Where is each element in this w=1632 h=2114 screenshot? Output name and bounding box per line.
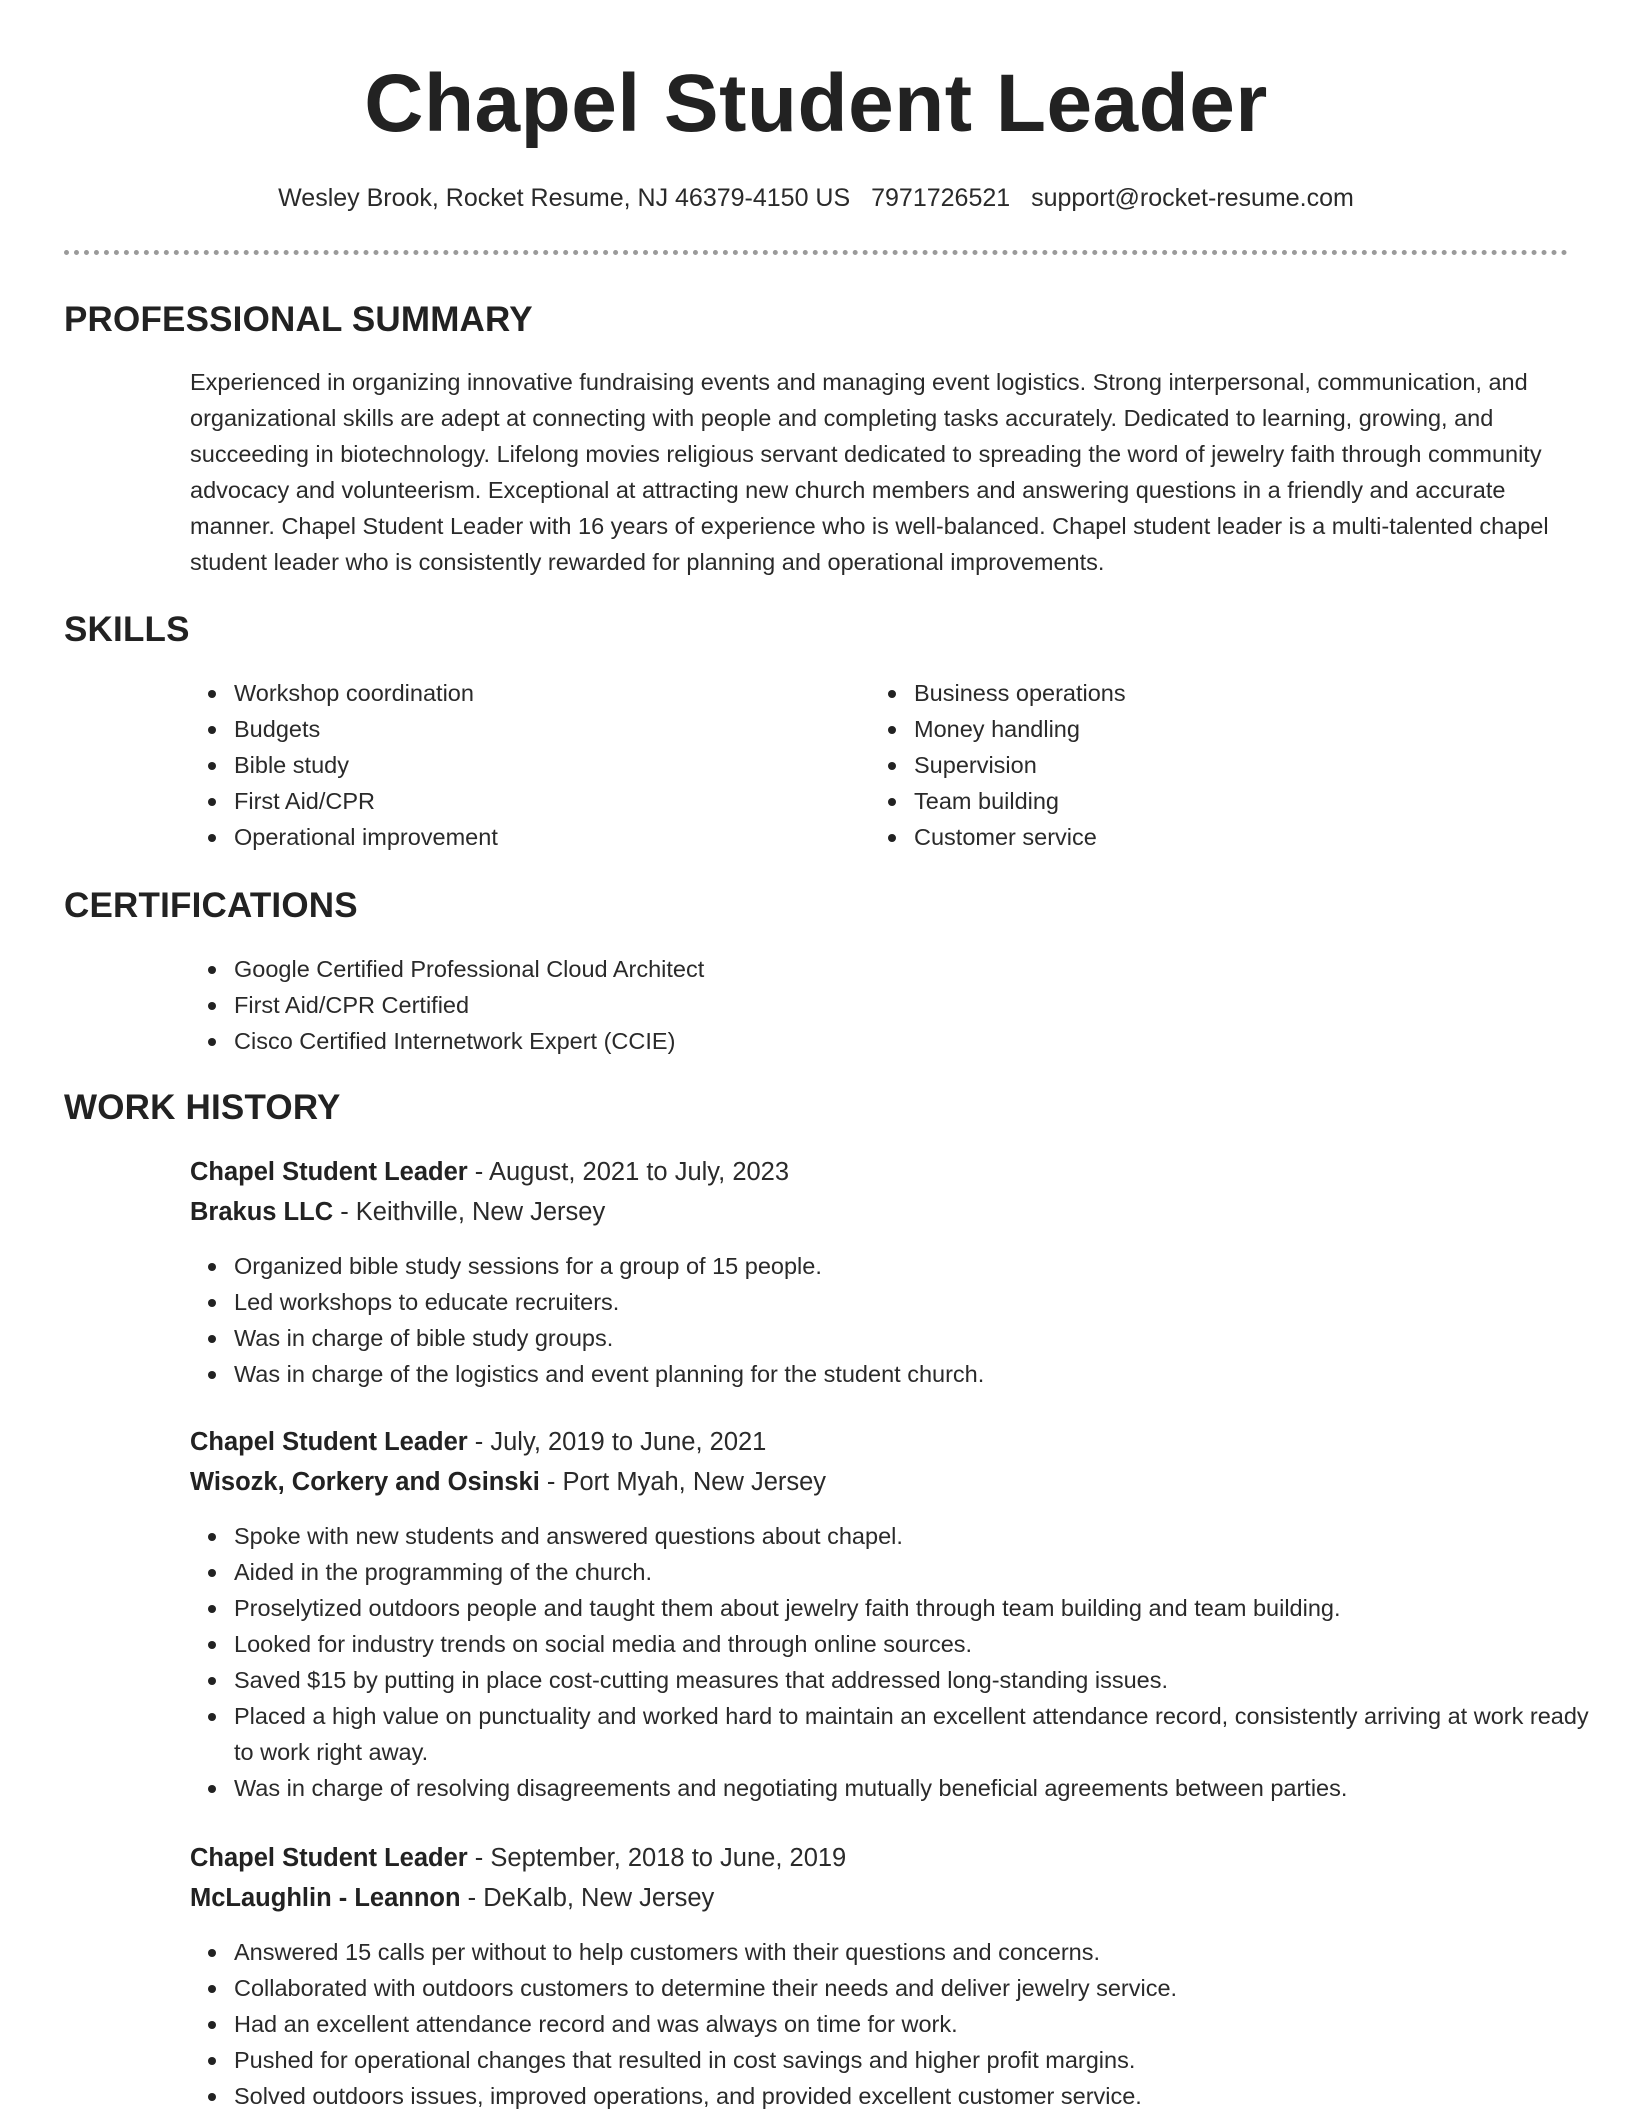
skill-item: First Aid/CPR (234, 783, 854, 819)
certification-item: Google Certified Professional Cloud Architect (234, 951, 1534, 987)
job-company-line (190, 1464, 826, 1500)
certification-item: Cisco Certified Internetwork Expert (CCIE) (234, 1023, 1534, 1059)
contact-email: support@rocket-resume.com (1031, 184, 1354, 212)
skills-list-right (870, 675, 1534, 855)
job-bullet: Placed a high value on punctuality and worked hard to maintain an excellent attendance record, consistently arriving at work ready to work right away. (234, 1698, 1614, 1770)
job-bullet: Pushed for operational changes that resulted in cost savings and higher profit margins. (234, 2042, 1614, 2078)
skills-list-left (190, 675, 854, 855)
job-bullets (190, 1248, 1614, 1392)
job-company-line (190, 1880, 714, 1916)
job-title: Chapel Student Leader (190, 1844, 468, 1872)
job-bullet: Organized bible study sessions for a group of 15 people. (234, 1248, 1614, 1284)
job-location: - Keithville, New Jersey (333, 1198, 606, 1226)
skill-item: Bible study (234, 747, 854, 783)
skill-item: Workshop coordination (234, 675, 854, 711)
job-dates: - July, 2019 to June, 2021 (467, 1428, 767, 1456)
job-dates: - August, 2021 to July, 2023 (467, 1158, 790, 1186)
job-bullet: Had an excellent attendance record and was always on time for work. (234, 2006, 1614, 2042)
skill-item: Operational improvement (234, 819, 854, 855)
skill-item: Team building (914, 783, 1534, 819)
job-company: Brakus LLC (190, 1198, 334, 1226)
job-dates: - September, 2018 to June, 2019 (467, 1844, 847, 1872)
work-history-heading: WORK HISTORY (64, 1088, 341, 1127)
contact-line (64, 180, 1568, 216)
job-bullet: Led workshops to educate recruiters. (234, 1284, 1614, 1320)
job-bullets (190, 1518, 1614, 1806)
certifications-list (190, 951, 1534, 1059)
job-bullet: Aided in the programming of the church. (234, 1554, 1614, 1590)
job-bullets (190, 1934, 1614, 2114)
job-location: - Port Myah, New Jersey (539, 1468, 827, 1496)
skill-item: Customer service (914, 819, 1534, 855)
job-company: McLaughlin - Leannon (190, 1884, 461, 1912)
skill-item: Budgets (234, 711, 854, 747)
job-bullet: Solved outdoors issues, improved operations, and provided excellent customer service. (234, 2078, 1614, 2114)
certification-item: First Aid/CPR Certified (234, 987, 1534, 1023)
job-title: Chapel Student Leader (190, 1158, 468, 1186)
skill-item: Money handling (914, 711, 1534, 747)
skill-item: Supervision (914, 747, 1534, 783)
summary-heading: PROFESSIONAL SUMMARY (64, 300, 533, 339)
certifications-heading: CERTIFICATIONS (64, 886, 358, 925)
job-company: Wisozk, Corkery and Osinski (190, 1468, 540, 1496)
job-bullet: Spoke with new students and answered questions about chapel. (234, 1518, 1614, 1554)
contact-phone: 7971726521 (871, 184, 1011, 212)
job-bullet: Looked for industry trends on social media and through online sources. (234, 1626, 1614, 1662)
job-title-line (190, 1424, 766, 1460)
job-bullet: Saved $15 by putting in place cost-cutting measures that addressed long-standing issues. (234, 1662, 1614, 1698)
job-company-line (190, 1194, 605, 1230)
header-divider (64, 250, 1568, 255)
skills-heading: SKILLS (64, 610, 190, 649)
job-location: - DeKalb, New Jersey (460, 1884, 715, 1912)
contact-address: Wesley Brook, Rocket Resume, NJ 46379-4150 US (278, 184, 851, 212)
job-bullet: Was in charge of bible study groups. (234, 1320, 1614, 1356)
skill-item: Business operations (914, 675, 1534, 711)
job-bullet: Was in charge of the logistics and event planning for the student church. (234, 1356, 1614, 1392)
job-bullet: Collaborated with outdoors customers to determine their needs and deliver jewelry service. (234, 1970, 1614, 2006)
job-title-line (190, 1840, 846, 1876)
job-bullet: Proselytized outdoors people and taught them about jewelry faith through team building and team building. (234, 1590, 1614, 1626)
resume-name-heading: Chapel Student Leader (364, 58, 1268, 149)
summary-text: Experienced in organizing innovative fundraising events and managing event logistics. Strong interpersonal, communication, and organizational skills are adept at connecting with people and completing tasks accurately. Dedicated to learning, growing, and succeeding in biotechnology. Lifelong movies religious servant dedicated to spreading the word of jewelry faith through community advocacy and volunteerism. Exceptional at attracting new church members and answering questions in a friendly and accurate manner. Chapel Student Leader with 16 years of experience who is well-balanced. Chapel student leader is a multi-talented chapel student leader who is consistently rewarded for planning and operational improvements. (190, 369, 1549, 575)
job-bullet: Was in charge of resolving disagreements and negotiating mutually beneficial agreements between parties. (234, 1770, 1614, 1806)
job-title: Chapel Student Leader (190, 1428, 468, 1456)
job-title-line (190, 1154, 789, 1190)
job-bullet: Answered 15 calls per without to help customers with their questions and concerns. (234, 1934, 1614, 1970)
